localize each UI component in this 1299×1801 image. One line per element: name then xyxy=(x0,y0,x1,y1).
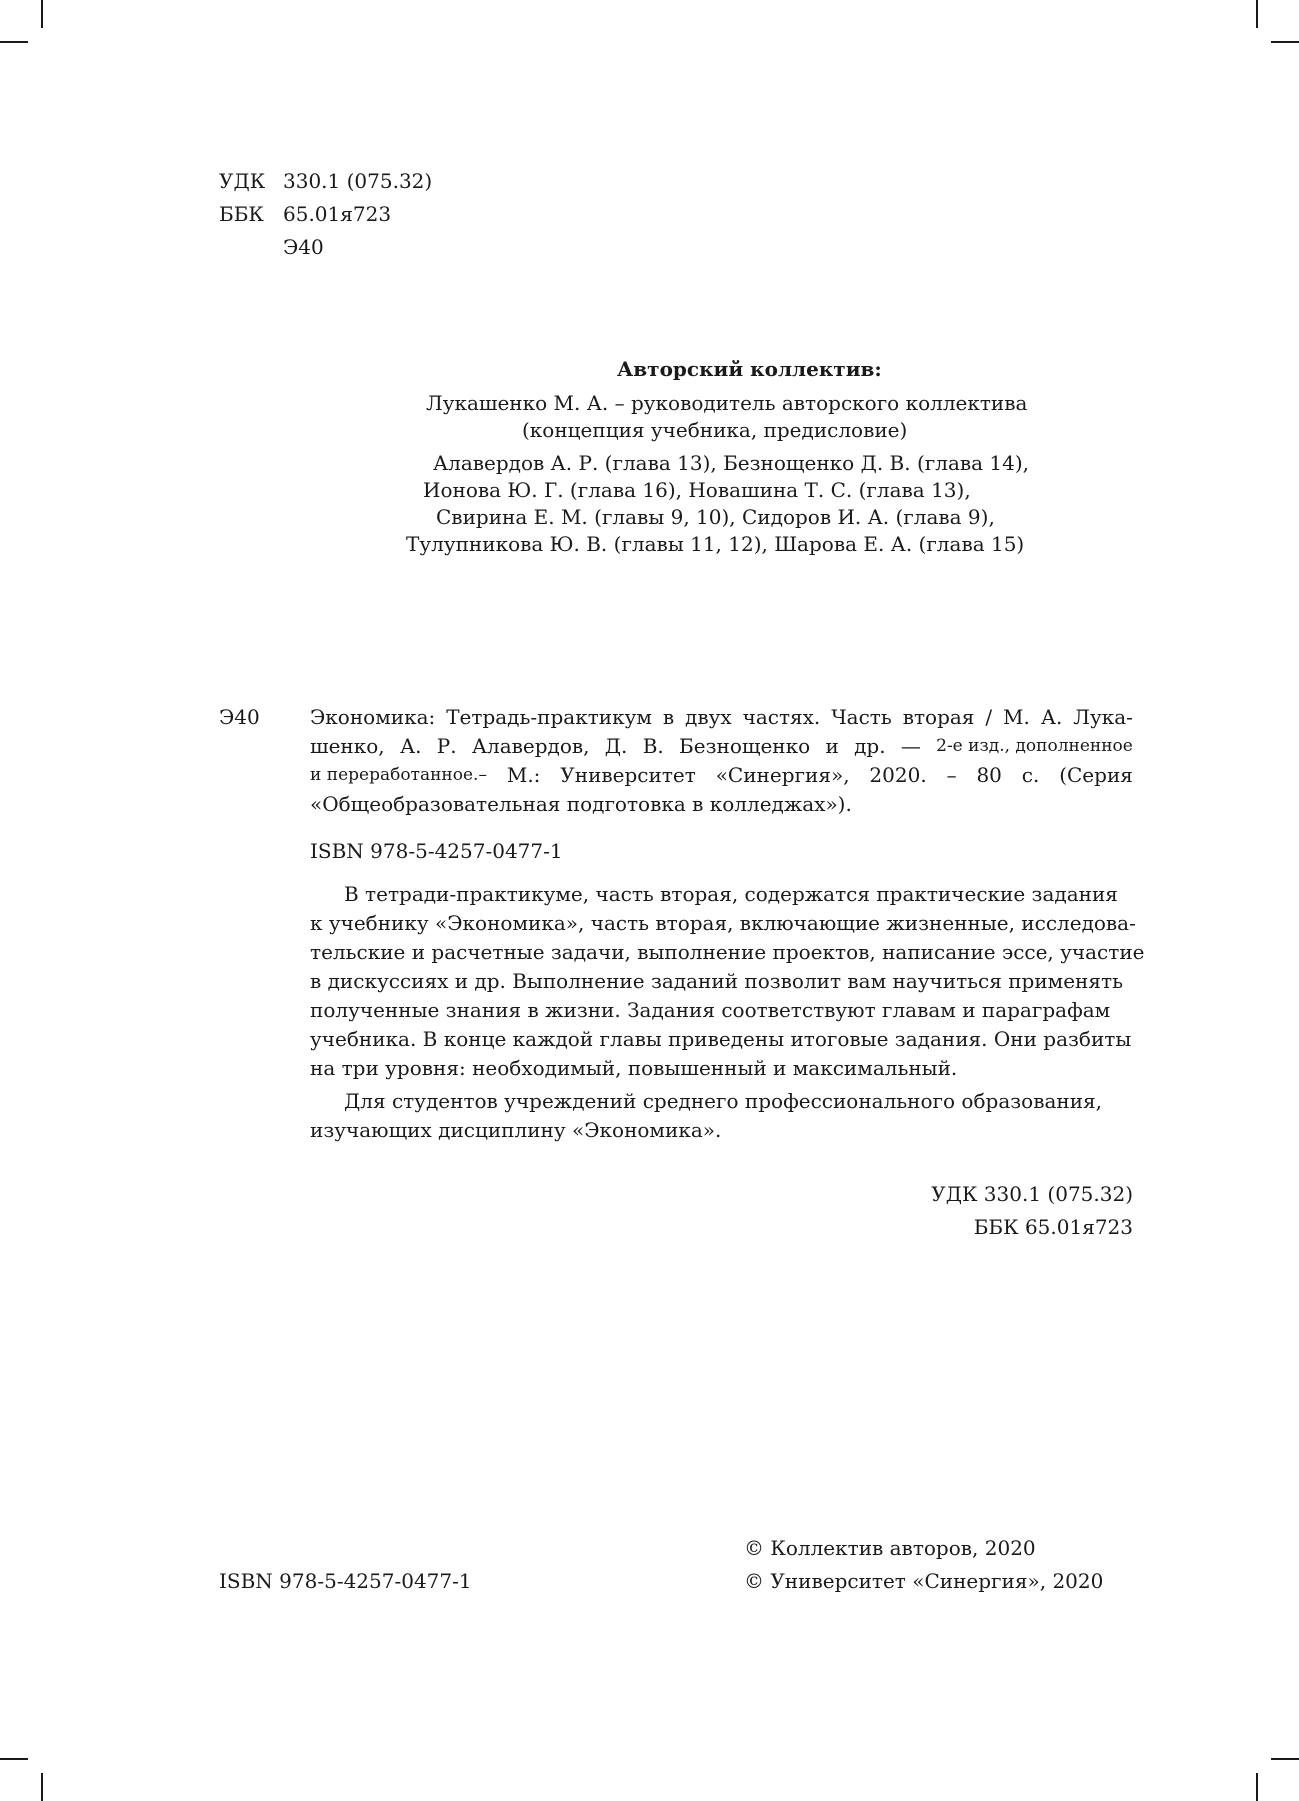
biblio-text xyxy=(310,703,1133,819)
bottom-udk: УДК 330.1 (075.32) xyxy=(931,1182,1133,1206)
abstract-line: на три уровня: необходимый, повышенный и максимальный. xyxy=(310,1056,958,1080)
abstract-line: полученные знания в жизни. Задания соответствуют главам и параграфам xyxy=(310,998,1111,1022)
authors-leader-line1: Лукашенко М. А. – руководитель авторского коллектива xyxy=(426,391,1028,415)
footer-isbn: ISBN 978-5-4257-0477-1 xyxy=(219,1569,472,1593)
biblio-mark: Э40 xyxy=(219,705,260,729)
top-bbk-value: 65.01я723 xyxy=(283,202,392,226)
biblio-line-3: и переработанное.– М.: Университет «Синергия», 2020. – 80 с. (Серия xyxy=(310,763,1133,787)
top-bbk-label: ББК xyxy=(219,202,264,226)
bottom-bbk: ББК 65.01я723 xyxy=(973,1215,1133,1239)
authors-line: Алавердов А. Р. (глава 13), Безнощенко Д. В. (глава 14), xyxy=(433,451,1030,475)
top-udk-label: УДК xyxy=(219,169,266,193)
copyright-authors: © Коллектив авторов, 2020 xyxy=(744,1536,1036,1560)
crop-mark-top-left-vertical xyxy=(41,0,43,28)
authors-line: Тулупникова Ю. В. (главы 11, 12), Шарова Е. А. (глава 15) xyxy=(406,532,1025,556)
abstract-line: В тетради-практикуме, часть вторая, содержатся практические задания xyxy=(344,882,1118,906)
biblio-line-1: Экономика: Тетрадь-практикум в двух частях. Часть вторая / М. А. Лука- xyxy=(310,705,1133,729)
authors-heading: Авторский коллектив: xyxy=(617,357,882,381)
crop-mark-top-right-horizontal xyxy=(1271,41,1299,43)
authors-line: Свирина Е. М. (главы 9, 10), Сидоров И. А. (глава 9), xyxy=(436,505,995,529)
audience-line: изучающих дисциплину «Экономика». xyxy=(310,1118,722,1142)
biblio-line-4: «Общеобразовательная подготовка в колледжах»). xyxy=(310,792,852,816)
crop-mark-bottom-left-horizontal xyxy=(0,1758,28,1760)
abstract-line: тельские и расчетные задачи, выполнение проектов, написание эссе, участие xyxy=(310,940,1145,964)
top-udk-value: 330.1 (075.32) xyxy=(283,169,433,193)
crop-mark-top-left-horizontal xyxy=(0,41,28,43)
biblio-isbn: ISBN 978-5-4257-0477-1 xyxy=(310,839,563,863)
abstract-line: учебника. В конце каждой главы приведены итоговые задания. Они разбиты xyxy=(310,1027,1132,1051)
audience-line: Для студентов учреждений среднего профессионального образования, xyxy=(344,1089,1103,1113)
abstract-line: к учебнику «Экономика», часть вторая, включающие жизненные, исследова- xyxy=(310,911,1136,935)
abstract xyxy=(310,880,1145,1145)
crop-mark-bottom-right-horizontal xyxy=(1271,1758,1299,1760)
top-author-mark: Э40 xyxy=(283,235,324,259)
authors-line: Ионова Ю. Г. (глава 16), Новашина Т. С. (глава 13), xyxy=(423,478,971,502)
abstract-line: в дискуссиях и др. Выполнение заданий позволит вам научиться применять xyxy=(310,969,1123,993)
copyright-publisher: © Университет «Синергия», 2020 xyxy=(744,1569,1104,1593)
crop-mark-top-right-vertical xyxy=(1256,0,1258,28)
crop-mark-bottom-right-vertical xyxy=(1256,1773,1258,1801)
crop-mark-bottom-left-vertical xyxy=(41,1773,43,1801)
authors-leader-line2: (концепция учебника, предисловие) xyxy=(522,418,908,442)
biblio-line-2: шенко, А. Р. Алавердов, Д. В. Безнощенко и др. — 2-е изд., дополненное xyxy=(310,734,1133,758)
